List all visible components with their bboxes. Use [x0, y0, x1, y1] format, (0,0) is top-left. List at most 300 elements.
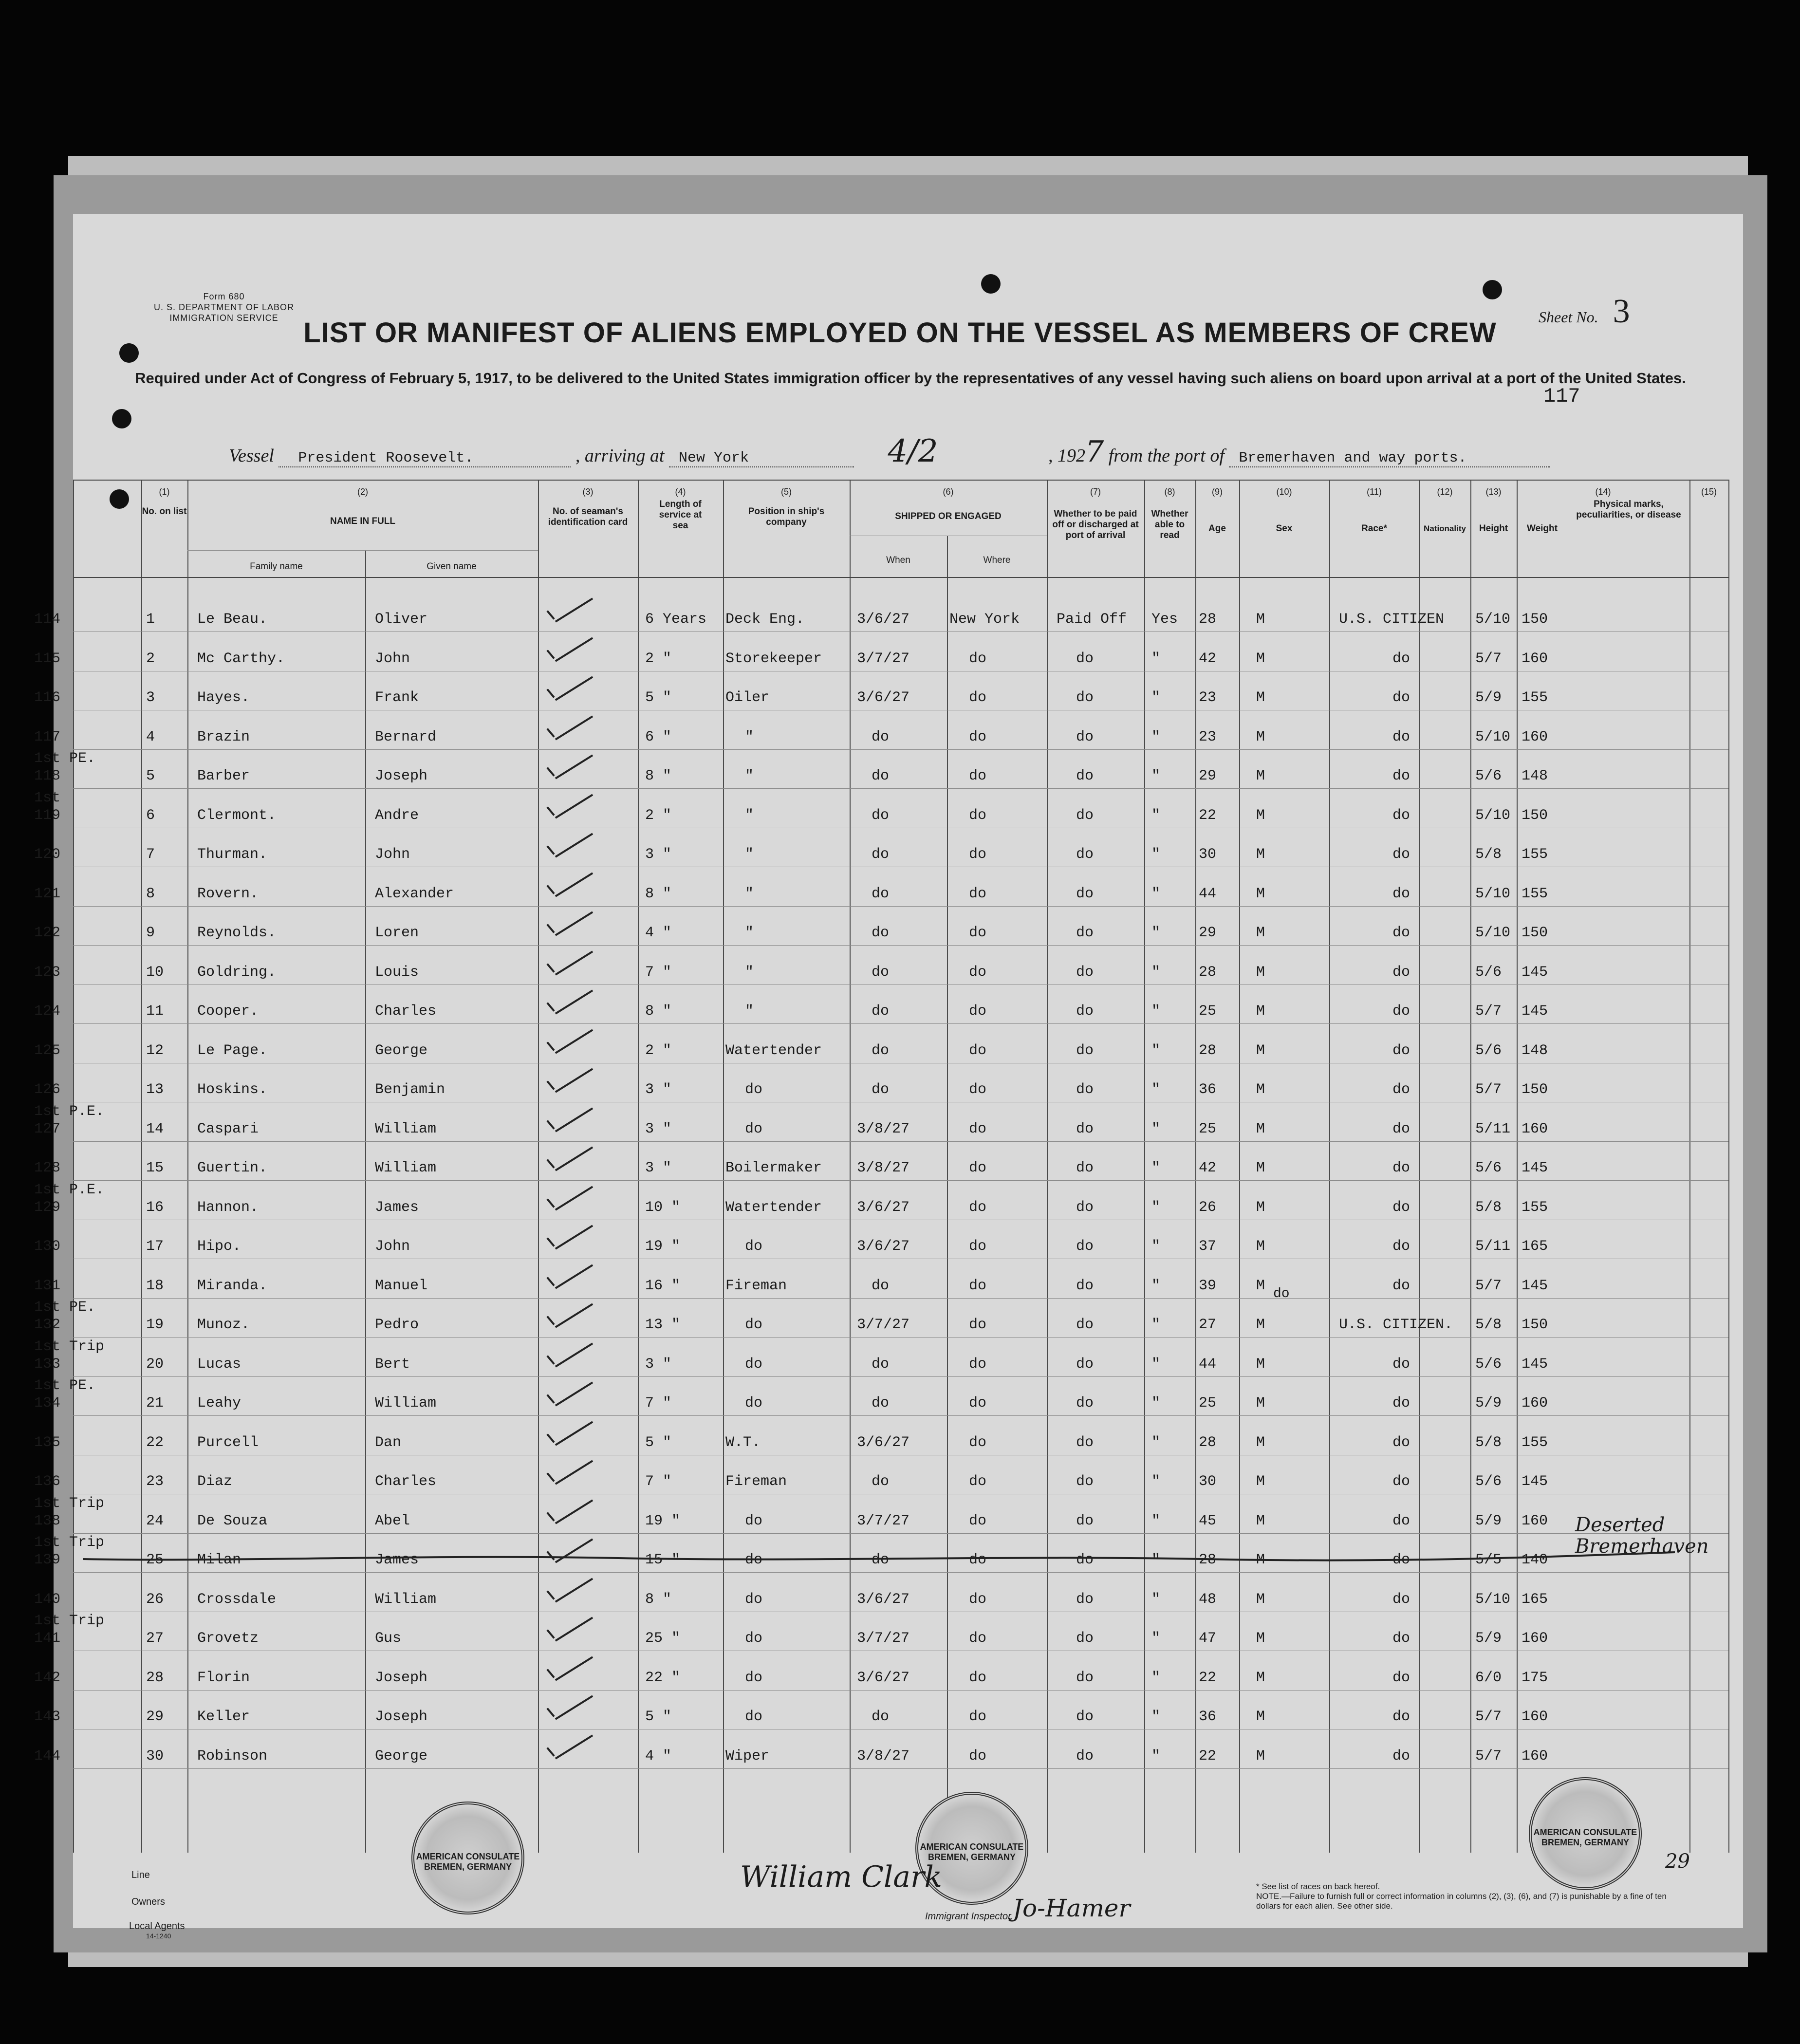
cell-family: Guertin.: [197, 1160, 268, 1176]
cell-sex: M: [1256, 964, 1265, 981]
cell-no: 1: [146, 611, 155, 628]
cell-race: do: [1392, 885, 1410, 902]
cell-ref: 123: [34, 964, 61, 981]
cell-read: ": [1151, 1747, 1161, 1765]
cell-given: James: [375, 1199, 419, 1216]
cell-sex: M: [1256, 1747, 1265, 1765]
cell-no: 26: [146, 1591, 164, 1608]
cell-when: 3/7/27: [857, 1630, 910, 1647]
cell-weight: 160: [1522, 1630, 1548, 1647]
cell-read: ": [1151, 1160, 1161, 1176]
cell-position: do: [745, 1395, 763, 1412]
check-mark-icon: [540, 1464, 584, 1488]
check-mark-icon: [540, 1385, 584, 1410]
cell-sex: M: [1256, 925, 1265, 941]
cell-position: Fireman: [725, 1473, 787, 1490]
cell-paid: do: [1076, 1591, 1094, 1608]
cell-given: Joseph: [375, 768, 428, 784]
cell-age: 28: [1199, 1434, 1217, 1451]
row-line: [73, 1337, 1728, 1338]
punch-hole: [112, 409, 131, 428]
cell-when: do: [872, 1552, 890, 1568]
cell-service: 8 ": [645, 1591, 672, 1608]
cell-paid: do: [1076, 1160, 1094, 1176]
check-mark-icon: [540, 1581, 584, 1606]
cell-read: ": [1151, 1630, 1161, 1647]
cell-ref: 132: [34, 1317, 61, 1333]
cell-read: ": [1151, 1042, 1161, 1059]
cell-when: 3/8/27: [857, 1160, 910, 1176]
cell-weight: 148: [1522, 1042, 1548, 1059]
cell-note: 1st PE.: [34, 1299, 96, 1316]
header-when: When: [886, 555, 910, 565]
cell-position: do: [745, 1120, 763, 1137]
cell-race: do: [1392, 768, 1410, 784]
check-mark-icon: [540, 798, 584, 822]
cell-given: John: [375, 846, 410, 863]
cell-no: 3: [146, 689, 155, 706]
cell-race: do: [1392, 1434, 1410, 1451]
col-line: [1517, 480, 1518, 1853]
header-name-in-full: NAME IN FULL: [330, 516, 396, 526]
cell-no: 27: [146, 1630, 164, 1647]
cell-note: 1st P.E.: [34, 1181, 105, 1198]
cell-family: Mc Carthy.: [197, 650, 285, 667]
cell-family: Milan: [197, 1552, 241, 1568]
cell-height: 5/10: [1475, 807, 1511, 824]
cell-when: 3/6/27: [857, 1669, 910, 1686]
page-subtitle: Required under Act of Congress of February 5, 1917, to be delivered to the United States immigration officer by the representatives of any vessel having such aliens on board upon arrival at a port of the United States.: [135, 370, 1686, 387]
cell-family: Clermont.: [197, 807, 277, 824]
cell-weight: 155: [1522, 1434, 1548, 1451]
cell-sex: M: [1256, 1434, 1265, 1451]
cell-position: do: [745, 1317, 763, 1333]
cell-no: 15: [146, 1160, 164, 1176]
row-line: [73, 1298, 1728, 1299]
check-mark-icon: [540, 1660, 584, 1684]
cell-given: Loren: [375, 925, 419, 941]
cell-race: do: [1392, 728, 1410, 745]
cell-family: Hoskins.: [197, 1081, 268, 1098]
cell-race: do: [1392, 846, 1410, 863]
header-able-read: Whether able to read: [1151, 509, 1188, 540]
cell-sex: M: [1256, 1042, 1265, 1059]
cell-paid: do: [1076, 1434, 1094, 1451]
cell-weight: 160: [1522, 650, 1548, 667]
cell-where: do: [969, 1434, 987, 1451]
cell-read: Yes: [1151, 611, 1178, 628]
check-mark-icon: [540, 641, 584, 665]
cell-position: do: [745, 1356, 763, 1373]
cell-ref: 120: [34, 846, 61, 863]
cell-service: 8 ": [645, 885, 672, 902]
header-bottom-line: [73, 577, 1728, 578]
cell-family: De Souza: [197, 1512, 268, 1529]
check-mark-icon: [540, 1620, 584, 1645]
cell-family: Grovetz: [197, 1630, 259, 1647]
cell-weight: 140: [1522, 1552, 1548, 1568]
cell-no: 6: [146, 807, 155, 824]
cell-given: Louis: [375, 964, 419, 981]
cell-when: do: [872, 1473, 890, 1490]
cell-height: 5/7: [1475, 1709, 1502, 1725]
check-mark-icon: [540, 1111, 584, 1135]
cell-when: do: [872, 768, 890, 784]
cell-weight: 160: [1522, 1709, 1548, 1725]
cell-ref: 114: [34, 611, 61, 628]
cell-paid: do: [1076, 807, 1094, 824]
consulate-seal: AMERICAN CONSULATE BREMEN, GERMANY: [411, 1802, 524, 1914]
inspector-label: Immigrant Inspector.: [925, 1911, 1014, 1922]
cell-paid: do: [1076, 1317, 1094, 1333]
cell-when: do: [872, 1395, 890, 1412]
cell-sex: M: [1256, 1591, 1265, 1608]
row-line: [73, 1023, 1728, 1024]
cell-note: 1st Trip: [34, 1495, 105, 1512]
cell-when: 3/8/27: [857, 1120, 910, 1137]
cell-given: Dan: [375, 1434, 402, 1451]
footnote-races: * See list of races on back hereof.: [1256, 1882, 1380, 1891]
cell-race: do: [1392, 1120, 1410, 1137]
header-id-card: No. of seaman's identification card: [548, 506, 628, 527]
cell-given: Bert: [375, 1356, 410, 1373]
cell-position: W.T.: [725, 1434, 761, 1451]
cell-sex: M: [1256, 689, 1265, 706]
cell-ref: 143: [34, 1709, 61, 1725]
cell-service: 4 ": [645, 925, 672, 941]
cell-paid: do: [1076, 1238, 1094, 1255]
consulate-seal: AMERICAN CONSULATE BREMEN, GERMANY: [1529, 1777, 1642, 1890]
header-no-on-list: No. on list: [142, 506, 187, 517]
cell-weight: 160: [1522, 1747, 1548, 1765]
col-num: (1): [159, 487, 170, 497]
cell-given: John: [375, 1238, 410, 1255]
cell-family: Hayes.: [197, 689, 250, 706]
cell-given: James: [375, 1552, 419, 1568]
cell-race: U.S. CITIZEN: [1339, 611, 1445, 628]
cell-age: 47: [1199, 1630, 1217, 1647]
row-line: [73, 906, 1728, 907]
cell-family: Hipo.: [197, 1238, 241, 1255]
check-mark-icon: [540, 758, 584, 782]
cell-service: 3 ": [645, 846, 672, 863]
cell-read: ": [1151, 1238, 1161, 1255]
cell-note: 1st PE.: [34, 750, 96, 767]
cell-given: Charles: [375, 1003, 437, 1020]
col-num: (4): [675, 487, 686, 497]
punch-hole: [981, 274, 1001, 294]
cell-sex: M: [1256, 1081, 1265, 1098]
cell-service: 6 ": [645, 728, 672, 745]
row-line: [73, 1415, 1728, 1416]
cell-ref: 115: [34, 650, 61, 667]
cell-given: Charles: [375, 1473, 437, 1490]
cell-position: ": [745, 1003, 754, 1020]
cell-note: 1st: [34, 789, 61, 806]
col-line: [1195, 480, 1196, 1853]
cell-family: Florin: [197, 1669, 250, 1686]
cell-no: 14: [146, 1120, 164, 1137]
cell-read: ": [1151, 1709, 1161, 1725]
cell-family: Brazin: [197, 728, 250, 745]
cell-race: do: [1392, 1709, 1410, 1725]
cell-paid: do: [1076, 846, 1094, 863]
col-line: [638, 480, 639, 1853]
cell-paid: do: [1076, 1003, 1094, 1020]
cell-note: 1st Trip: [34, 1534, 105, 1551]
row-line: [73, 788, 1728, 789]
col-num: (14): [1595, 487, 1611, 497]
cell-where: do: [969, 1395, 987, 1412]
header-family-name: Family name: [250, 561, 303, 572]
cell-position: do: [745, 1081, 763, 1098]
cell-when: 3/6/27: [857, 1591, 910, 1608]
cell-no: 4: [146, 728, 155, 745]
cell-where: do: [969, 885, 987, 902]
col-line: [850, 480, 851, 1853]
cell-age: 29: [1199, 925, 1217, 941]
cell-given: Joseph: [375, 1669, 428, 1686]
cell-when: do: [872, 807, 890, 824]
cell-when: 3/7/27: [857, 1512, 910, 1529]
cell-where: do: [969, 925, 987, 941]
cell-race: do: [1392, 964, 1410, 981]
header-top-line: [73, 480, 1728, 481]
cell-where: do: [969, 1081, 987, 1098]
cell-no: 13: [146, 1081, 164, 1098]
cell-family: Munoz.: [197, 1317, 250, 1333]
cell-service: 19 ": [645, 1512, 681, 1529]
cell-height: 5/6: [1475, 1356, 1502, 1373]
cell-race: do: [1392, 1238, 1410, 1255]
punch-hole: [1483, 280, 1502, 299]
cell-sex: M: [1256, 1512, 1265, 1529]
cell-height: 5/10: [1475, 728, 1511, 745]
cell-where: do: [969, 689, 987, 706]
col-line: [1239, 480, 1240, 1853]
vessel-name: President Roosevelt.: [278, 450, 571, 467]
cell-given: Manuel: [375, 1277, 428, 1294]
cell-race: do: [1392, 1160, 1410, 1176]
cell-read: ": [1151, 1552, 1161, 1568]
cell-where: do: [969, 1238, 987, 1255]
cell-service: 22 ": [645, 1669, 681, 1686]
from-label: from the port of: [1108, 446, 1225, 466]
cell-weight: 160: [1522, 1120, 1548, 1137]
cell-race: do: [1392, 1630, 1410, 1647]
cell-weight: 165: [1522, 1238, 1548, 1255]
cell-sex: M: [1256, 768, 1265, 784]
cell-race: do: [1392, 807, 1410, 824]
cell-paid: do: [1076, 1120, 1094, 1137]
department: U. S. DEPARTMENT OF LABOR: [153, 302, 295, 312]
cell-where: do: [969, 1709, 987, 1725]
cell-service: 7 ": [645, 1473, 672, 1490]
cell-age: 37: [1199, 1238, 1217, 1255]
cell-ref: 140: [34, 1591, 61, 1608]
cell-where: do: [969, 1277, 987, 1294]
cell-service: 13 ": [645, 1317, 681, 1333]
cell-weight: 150: [1522, 611, 1548, 628]
cell-position: Storekeeper: [725, 650, 822, 667]
cell-no: 5: [146, 768, 155, 784]
cell-weight: 150: [1522, 1317, 1548, 1333]
cell-paid: do: [1076, 1081, 1094, 1098]
cell-ref: 118: [34, 768, 61, 784]
check-mark-icon: [540, 1228, 584, 1253]
cell-service: 3 ": [645, 1160, 672, 1176]
cell-ref: 142: [34, 1669, 61, 1686]
cell-height: 5/7: [1475, 1747, 1502, 1765]
cell-given: Gus: [375, 1630, 402, 1647]
cell-service: 3 ": [645, 1120, 672, 1137]
cell-where: do: [969, 1199, 987, 1216]
cell-given: William: [375, 1591, 437, 1608]
cell-paid: do: [1076, 925, 1094, 941]
col-num: (3): [582, 487, 594, 497]
cell-weight: 155: [1522, 885, 1548, 902]
cell-paid: do: [1076, 689, 1094, 706]
cell-weight: 148: [1522, 768, 1548, 784]
cell-height: 5/6: [1475, 964, 1502, 981]
cell-height: 5/8: [1475, 1317, 1502, 1333]
cell-ref: 141: [34, 1630, 61, 1647]
cell-weight: 160: [1522, 1395, 1548, 1412]
cell-age: 29: [1199, 768, 1217, 784]
cell-ref: 128: [34, 1160, 61, 1176]
check-mark-icon: [540, 836, 584, 861]
cell-read: ": [1151, 925, 1161, 941]
cell-family: Caspari: [197, 1120, 259, 1137]
cell-sex: M: [1256, 1473, 1265, 1490]
cell-race: do: [1392, 1042, 1410, 1059]
cell-no: 2: [146, 650, 155, 667]
cell-sex: M: [1256, 1669, 1265, 1686]
col-line: [1329, 480, 1330, 1853]
cell-read: ": [1151, 1199, 1161, 1216]
cell-paid: do: [1076, 1473, 1094, 1490]
page-mark: 29: [1665, 1850, 1690, 1873]
cell-ref: 134: [34, 1395, 61, 1412]
cell-height: 5/9: [1475, 689, 1502, 706]
cell-no: 22: [146, 1434, 164, 1451]
check-mark-icon: [540, 1738, 584, 1763]
col-line: [1047, 480, 1048, 1853]
cell-family: Keller: [197, 1709, 250, 1725]
cell-given: Oliver: [375, 611, 428, 628]
cell-age: 44: [1199, 885, 1217, 902]
cell-when: do: [872, 1042, 890, 1059]
cell-no: 19: [146, 1317, 164, 1333]
cell-height: 5/10: [1475, 885, 1511, 902]
cell-family: Purcell: [197, 1434, 259, 1451]
cell-family: Barber: [197, 768, 250, 784]
cell-family: Reynolds.: [197, 925, 277, 941]
cell-paid: do: [1076, 885, 1094, 902]
col-num: (10): [1276, 487, 1292, 497]
cell-note: 1st Trip: [34, 1613, 105, 1629]
cell-ref: 116: [34, 689, 61, 706]
cell-service: 2 ": [645, 1042, 672, 1059]
cell-read: ": [1151, 728, 1161, 745]
cell-age: 48: [1199, 1591, 1217, 1608]
vessel-label: Vessel: [229, 446, 274, 466]
cell-where: do: [969, 1552, 987, 1568]
cell-position: Fireman: [725, 1277, 787, 1294]
cell-read: ": [1151, 768, 1161, 784]
cell-where: do: [969, 846, 987, 863]
cell-no: 7: [146, 846, 155, 863]
col-line: [141, 480, 142, 1853]
cell-when: do: [872, 1356, 890, 1373]
cell-given: Abel: [375, 1512, 410, 1529]
cell-family: Miranda.: [197, 1277, 268, 1294]
col-line: [1470, 480, 1471, 1853]
cell-height: 5/9: [1475, 1630, 1502, 1647]
cell-race: do: [1392, 1669, 1410, 1686]
col-line: [1419, 480, 1420, 1853]
cell-position: do: [745, 1630, 763, 1647]
cell-no: 21: [146, 1395, 164, 1412]
cell-service: 19 ": [645, 1238, 681, 1255]
cell-height: 5/5: [1475, 1552, 1502, 1568]
footnote-fine: NOTE.—Failure to furnish full or correct information in columns (2), (3), (6), and (7) is punishable by a fine of ten dollars for each alien. See other side.: [1256, 1892, 1667, 1911]
cell-height: 5/8: [1475, 1434, 1502, 1451]
cell-position: ": [745, 964, 754, 981]
cell-when: 3/6/27: [857, 1434, 910, 1451]
check-mark-icon: [540, 993, 584, 1018]
cell-age: 23: [1199, 728, 1217, 745]
header-given-name: Given name: [427, 561, 477, 572]
header-position: Position in ship's company: [748, 506, 825, 527]
cell-age: 39: [1199, 1277, 1217, 1294]
cell-position: ": [745, 807, 754, 824]
check-mark-icon: [540, 915, 584, 939]
cell-ref: 144: [34, 1747, 61, 1765]
cell-ref: 131: [34, 1277, 61, 1294]
check-mark-icon: [540, 1307, 584, 1331]
cell-service: 5 ": [645, 689, 672, 706]
cell-read: ": [1151, 1356, 1161, 1373]
cell-when: 3/6/27: [857, 689, 910, 706]
col-line: [947, 536, 948, 1853]
cell-height: 5/11: [1475, 1120, 1511, 1137]
deserted-strike-line: [83, 1548, 1689, 1568]
cell-sex: M: [1256, 807, 1265, 824]
cell-sex: M: [1256, 1120, 1265, 1137]
cell-given: George: [375, 1042, 428, 1059]
cell-where: do: [969, 728, 987, 745]
col-line: [538, 480, 539, 1853]
sheet-label: Sheet No.: [1539, 308, 1598, 326]
cell-read: ": [1151, 1277, 1161, 1294]
cell-service: 6 Years: [645, 611, 707, 628]
cell-read: ": [1151, 1081, 1161, 1098]
cell-age: 26: [1199, 1199, 1217, 1216]
cell-where: do: [969, 1630, 987, 1647]
cell-no: 23: [146, 1473, 164, 1490]
cell-age: 44: [1199, 1356, 1217, 1373]
consulate-seal: AMERICAN CONSULATE BREMEN, GERMANY: [915, 1792, 1028, 1905]
header-nationality: Nationality: [1424, 524, 1466, 533]
cell-service: 5 ": [645, 1434, 672, 1451]
col-line: [1728, 480, 1729, 1853]
cell-position: do: [745, 1591, 763, 1608]
cell-age: 36: [1199, 1709, 1217, 1725]
cell-no: 10: [146, 964, 164, 981]
cell-when: do: [872, 1081, 890, 1098]
cell-where: do: [969, 964, 987, 981]
